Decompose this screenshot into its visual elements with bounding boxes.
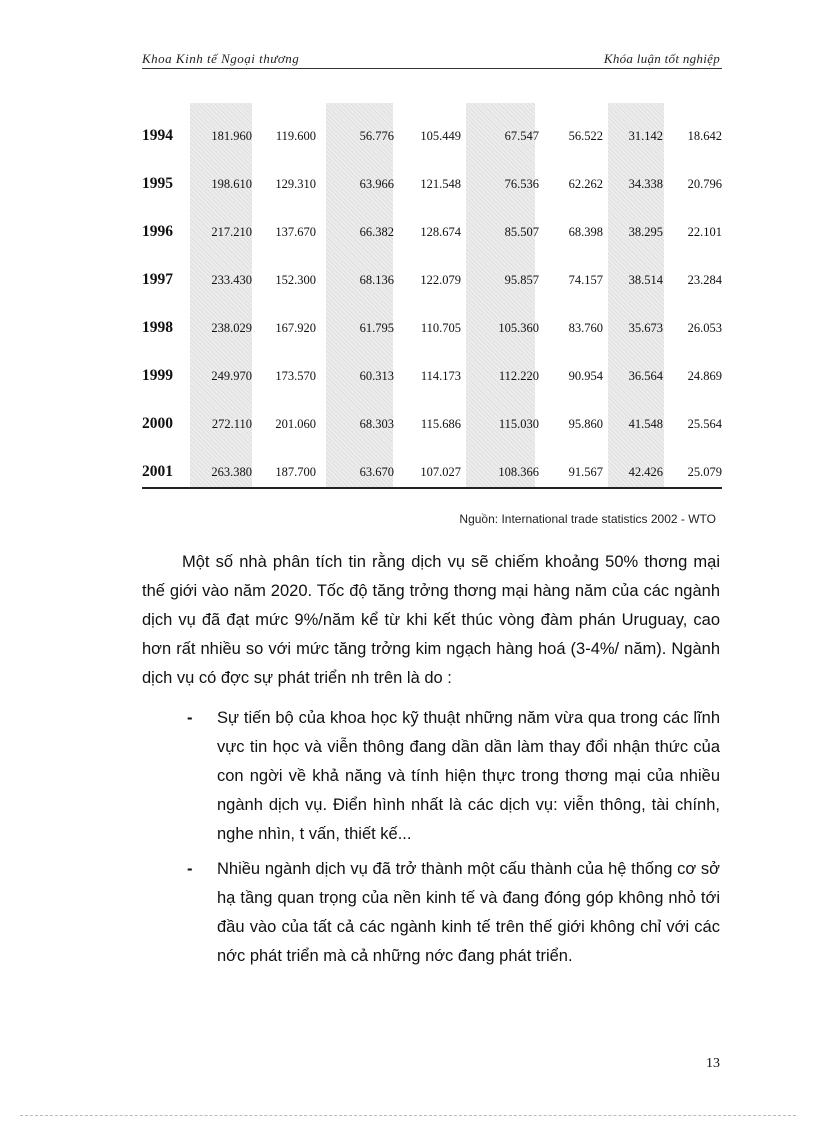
value-cell: 115.030 — [498, 416, 539, 431]
year-cell: 1999 — [142, 367, 173, 384]
value-cell: 35.673 — [628, 320, 663, 335]
value-cell: 272.110 — [211, 416, 252, 431]
value-cell: 38.514 — [628, 272, 663, 287]
page-header — [142, 50, 722, 69]
table-row — [142, 352, 722, 400]
value-cell: 112.220 — [498, 368, 539, 383]
value-cell: 121.548 — [420, 176, 461, 191]
value-cell: 66.382 — [359, 224, 394, 239]
bullet-dash: - — [187, 860, 193, 878]
value-cell: 107.027 — [420, 464, 461, 479]
value-cell: 129.310 — [275, 176, 316, 191]
value-cell: 114.173 — [420, 368, 461, 383]
value-cell: 41.548 — [628, 416, 663, 431]
value-cell: 68.398 — [568, 224, 603, 239]
value-cell: 36.564 — [628, 368, 663, 383]
page-number: 13 — [706, 1056, 720, 1071]
value-cell: 128.674 — [420, 224, 461, 239]
table-row — [142, 304, 722, 352]
year-cell: 1998 — [142, 319, 173, 336]
value-cell: 105.449 — [420, 128, 461, 143]
value-cell: 108.366 — [498, 464, 539, 479]
value-cell: 74.157 — [568, 272, 603, 287]
value-cell: 25.564 — [687, 416, 722, 431]
value-cell: 25.079 — [687, 464, 722, 479]
table-row — [142, 256, 722, 304]
value-cell: 63.670 — [359, 464, 394, 479]
value-cell: 22.101 — [687, 224, 722, 239]
value-cell: 95.860 — [568, 416, 603, 431]
value-cell: 167.920 — [275, 320, 316, 335]
value-cell: 68.303 — [359, 416, 394, 431]
value-cell: 56.776 — [359, 128, 394, 143]
value-cell: 60.313 — [359, 368, 394, 383]
value-cell: 42.426 — [628, 464, 663, 479]
body-paragraph — [142, 548, 720, 693]
value-cell: 198.610 — [211, 176, 252, 191]
value-cell: 26.053 — [687, 320, 722, 335]
value-cell: 68.136 — [359, 272, 394, 287]
table-row — [142, 208, 722, 256]
year-cell: 1995 — [142, 175, 173, 192]
bullet-dash: - — [187, 709, 193, 727]
year-cell: 2001 — [142, 463, 173, 480]
value-cell: 23.284 — [687, 272, 722, 287]
value-cell: 249.970 — [211, 368, 252, 383]
value-cell: 95.857 — [504, 272, 539, 287]
value-cell: 152.300 — [275, 272, 316, 287]
value-cell: 61.795 — [359, 320, 394, 335]
value-cell: 24.869 — [687, 368, 722, 383]
value-cell: 173.570 — [275, 368, 316, 383]
year-cell: 1994 — [142, 127, 173, 144]
value-cell: 62.262 — [568, 176, 603, 191]
value-cell: 90.954 — [568, 368, 603, 383]
table-row — [142, 112, 722, 160]
value-cell: 217.210 — [211, 224, 252, 239]
value-cell: 76.536 — [504, 176, 539, 191]
bullet-text: Sự tiến bộ của khoa học kỹ thuật những năm vừa qua trong các lĩnh vực tin học và viễn thông đang dần dần làm thay đổi nhận thức của con ngời về khả năng và tính hiện thực trong thơng mại của nhiều ngành dịch vụ. Điển hình nhất là các dịch vụ: viễn thông, tài chính, nghe nhìn, t vấn, thiết kế... — [217, 709, 720, 843]
trade-statistics-table — [142, 112, 722, 496]
year-cell: 2000 — [142, 415, 173, 432]
bullet-item — [183, 855, 720, 971]
value-cell: 187.700 — [275, 464, 316, 479]
value-cell: 105.360 — [498, 320, 539, 335]
value-cell: 31.142 — [628, 128, 663, 143]
value-cell: 122.079 — [420, 272, 461, 287]
header-thesis-title: Khóa luận tốt nghiệp — [603, 51, 720, 66]
value-cell: 201.060 — [275, 416, 316, 431]
footer-rule — [20, 1115, 796, 1116]
year-cell: 1997 — [142, 271, 173, 288]
value-cell: 63.966 — [359, 176, 394, 191]
value-cell: 263.380 — [211, 464, 252, 479]
bullet-text: Nhiều ngành dịch vụ đã trở thành một cấu thành của hệ thống cơ sở hạ tầng quan trọng của nền kinh tế và đang đóng góp không nhỏ tới đầu vào của tất cả các ngành kinh tế trên thế giới không chỉ với các nớc phát triển mà cả những nớc đang phát triển. — [217, 860, 720, 965]
table-row — [142, 400, 722, 448]
paragraph-text: Một số nhà phân tích tin rằng dịch vụ sẽ chiếm khoảng 50% thơng mại thế giới vào năm 2020. Tốc độ tăng trởng thơng mại hàng năm của các ngành dịch vụ đã đạt mức 9%/năm kể từ khi kết thúc vòng đàm phán Uruguay, cao hơn rất nhiều so với mức tăng trởng kim ngạch hàng hoá (3-4%/ năm). Ngành dịch vụ có đợc sự phát triển nh trên là do : — [142, 553, 720, 687]
table-bottom-rule — [142, 487, 722, 489]
value-cell: 83.760 — [568, 320, 603, 335]
value-cell: 56.522 — [568, 128, 603, 143]
value-cell: 18.642 — [687, 128, 722, 143]
table-source-note: Nguồn: International trade statistics 2002 - WTO — [459, 512, 716, 526]
value-cell: 181.960 — [211, 128, 252, 143]
value-cell: 20.796 — [687, 176, 722, 191]
value-cell: 233.430 — [211, 272, 252, 287]
value-cell: 91.567 — [568, 464, 603, 479]
value-cell: 34.338 — [628, 176, 663, 191]
bullet-item — [183, 704, 720, 849]
value-cell: 67.547 — [504, 128, 539, 143]
value-cell: 238.029 — [211, 320, 252, 335]
value-cell: 119.600 — [275, 128, 316, 143]
value-cell: 115.686 — [420, 416, 461, 431]
value-cell: 110.705 — [420, 320, 461, 335]
value-cell: 85.507 — [504, 224, 539, 239]
table-row — [142, 160, 722, 208]
value-cell: 38.295 — [628, 224, 663, 239]
year-cell: 1996 — [142, 223, 173, 240]
value-cell: 137.670 — [275, 224, 316, 239]
header-faculty: Khoa Kinh tế Ngoại thương — [142, 51, 300, 66]
bullet-list — [183, 704, 720, 977]
table-body — [142, 112, 722, 496]
